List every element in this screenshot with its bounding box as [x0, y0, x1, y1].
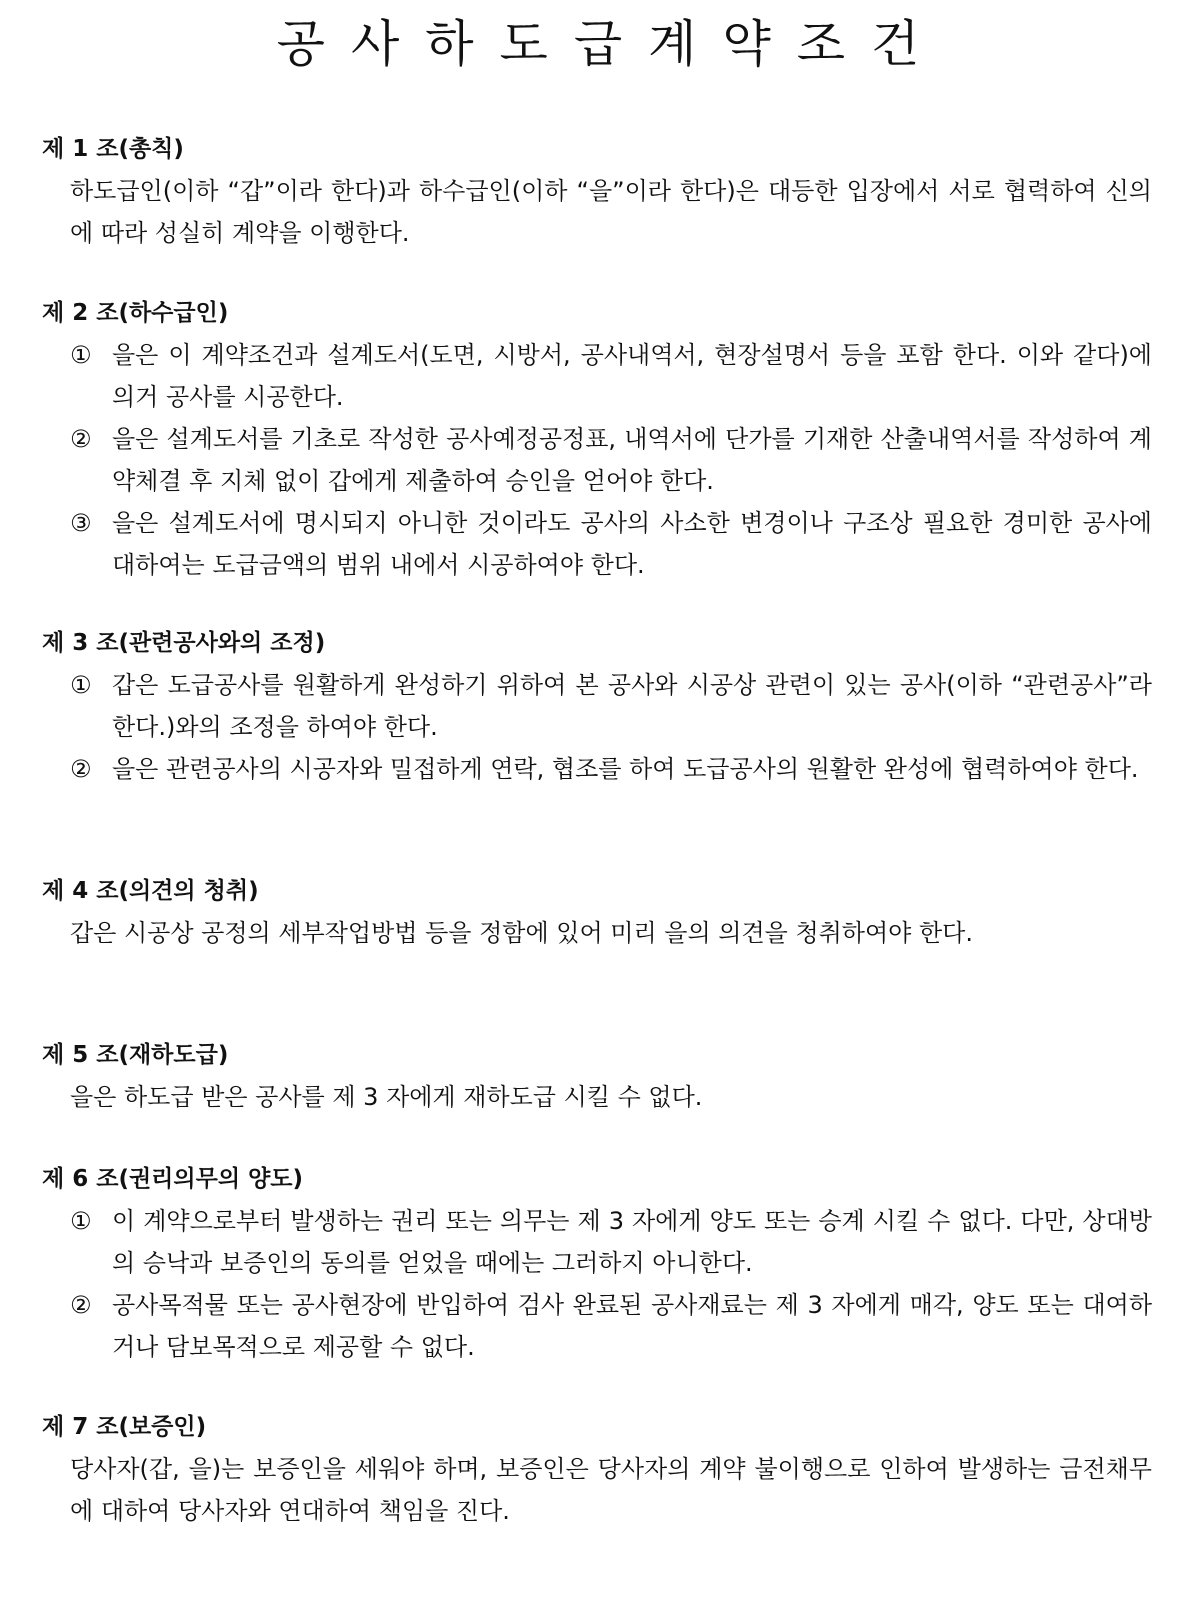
clause-item	[70, 502, 1152, 586]
clause-text: 을은 이 계약조건과 설계도서(도면, 시방서, 공사내역서, 현장설명서 등을 포함 한다. 이와 같다)에 의거 공사를 시공한다.	[112, 341, 1152, 411]
clause-number: ②	[70, 425, 92, 453]
article-heading: 제 4 조(의견의 청취)	[42, 878, 259, 904]
article-paragraph: 하도급인(이하 “갑”이라 한다)과 하수급인(이하 “을”이라 한다)은 대등한 입장에서 서로 협력하여 신의에 따라 성실히 계약을 이행한다.	[70, 177, 1152, 247]
article-6	[42, 1164, 1152, 1368]
clause-text: 이 계약으로부터 발생하는 권리 또는 의무는 제 3 자에게 양도 또는 승계 시킬 수 없다. 다만, 상대방의 승낙과 보증인의 동의를 얻었을 때에는 그러하지 아니한다.	[112, 1207, 1152, 1277]
clause-number: ①	[70, 341, 92, 369]
clause-item	[70, 748, 1152, 790]
clause-number: ③	[70, 509, 92, 537]
article-heading: 제 7 조(보증인)	[42, 1414, 207, 1440]
clause-number: ②	[70, 755, 92, 783]
article-1	[42, 134, 1152, 254]
article-heading: 제 3 조(관련공사와의 조정)	[42, 630, 326, 656]
clause-number: ①	[70, 1207, 92, 1235]
article-heading: 제 1 조(총칙)	[42, 136, 184, 162]
article-heading: 제 6 조(권리의무의 양도)	[42, 1166, 304, 1192]
clause-number: ②	[70, 1291, 92, 1319]
clause-item	[70, 418, 1152, 502]
clause-text: 을은 관련공사의 시공자와 밀접하게 연락, 협조를 하여 도급공사의 원활한 완성에 협력하여야 한다.	[112, 755, 1139, 783]
clause-text: 을은 설계도서를 기초로 작성한 공사예정공정표, 내역서에 단가를 기재한 산출내역서를 작성하여 계약체결 후 지체 없이 갑에게 제출하여 승인을 얻어야 한다.	[112, 425, 1152, 495]
article-paragraph: 당사자(갑, 을)는 보증인을 세워야 하며, 보증인은 당사자의 계약 불이행으로 인하여 발생하는 금전채무에 대하여 당사자와 연대하여 책임을 진다.	[70, 1455, 1152, 1525]
article-5	[42, 1040, 1152, 1118]
clause-item	[70, 664, 1152, 748]
article-2	[42, 298, 1152, 586]
article-heading: 제 5 조(재하도급)	[42, 1042, 229, 1068]
article-heading: 제 2 조(하수급인)	[42, 300, 229, 326]
clause-number: ①	[70, 671, 92, 699]
article-4	[42, 876, 1152, 954]
clause-text: 을은 설계도서에 명시되지 아니한 것이라도 공사의 사소한 변경이나 구조상 필요한 경미한 공사에 대하여는 도급금액의 범위 내에서 시공하여야 한다.	[112, 509, 1152, 579]
clause-text: 갑은 도급공사를 원활하게 완성하기 위하여 본 공사와 시공상 관련이 있는 공사(이하 “관련공사”라 한다.)와의 조정을 하여야 한다.	[112, 671, 1152, 741]
clause-text: 공사목적물 또는 공사현장에 반입하여 검사 완료된 공사재료는 제 3 자에게 매각, 양도 또는 대여하거나 담보목적으로 제공할 수 없다.	[112, 1291, 1152, 1361]
article-3	[42, 628, 1152, 790]
article-paragraph: 을은 하도급 받은 공사를 제 3 자에게 재하도급 시킬 수 없다.	[70, 1083, 703, 1111]
clause-item	[70, 1200, 1152, 1284]
document-title: 공사하도급계약조건	[276, 15, 946, 73]
clause-item	[70, 1284, 1152, 1368]
clause-item	[70, 334, 1152, 418]
article-paragraph: 갑은 시공상 공정의 세부작업방법 등을 정함에 있어 미리 을의 의견을 청취하여야 한다.	[70, 919, 973, 947]
article-7	[42, 1412, 1152, 1532]
